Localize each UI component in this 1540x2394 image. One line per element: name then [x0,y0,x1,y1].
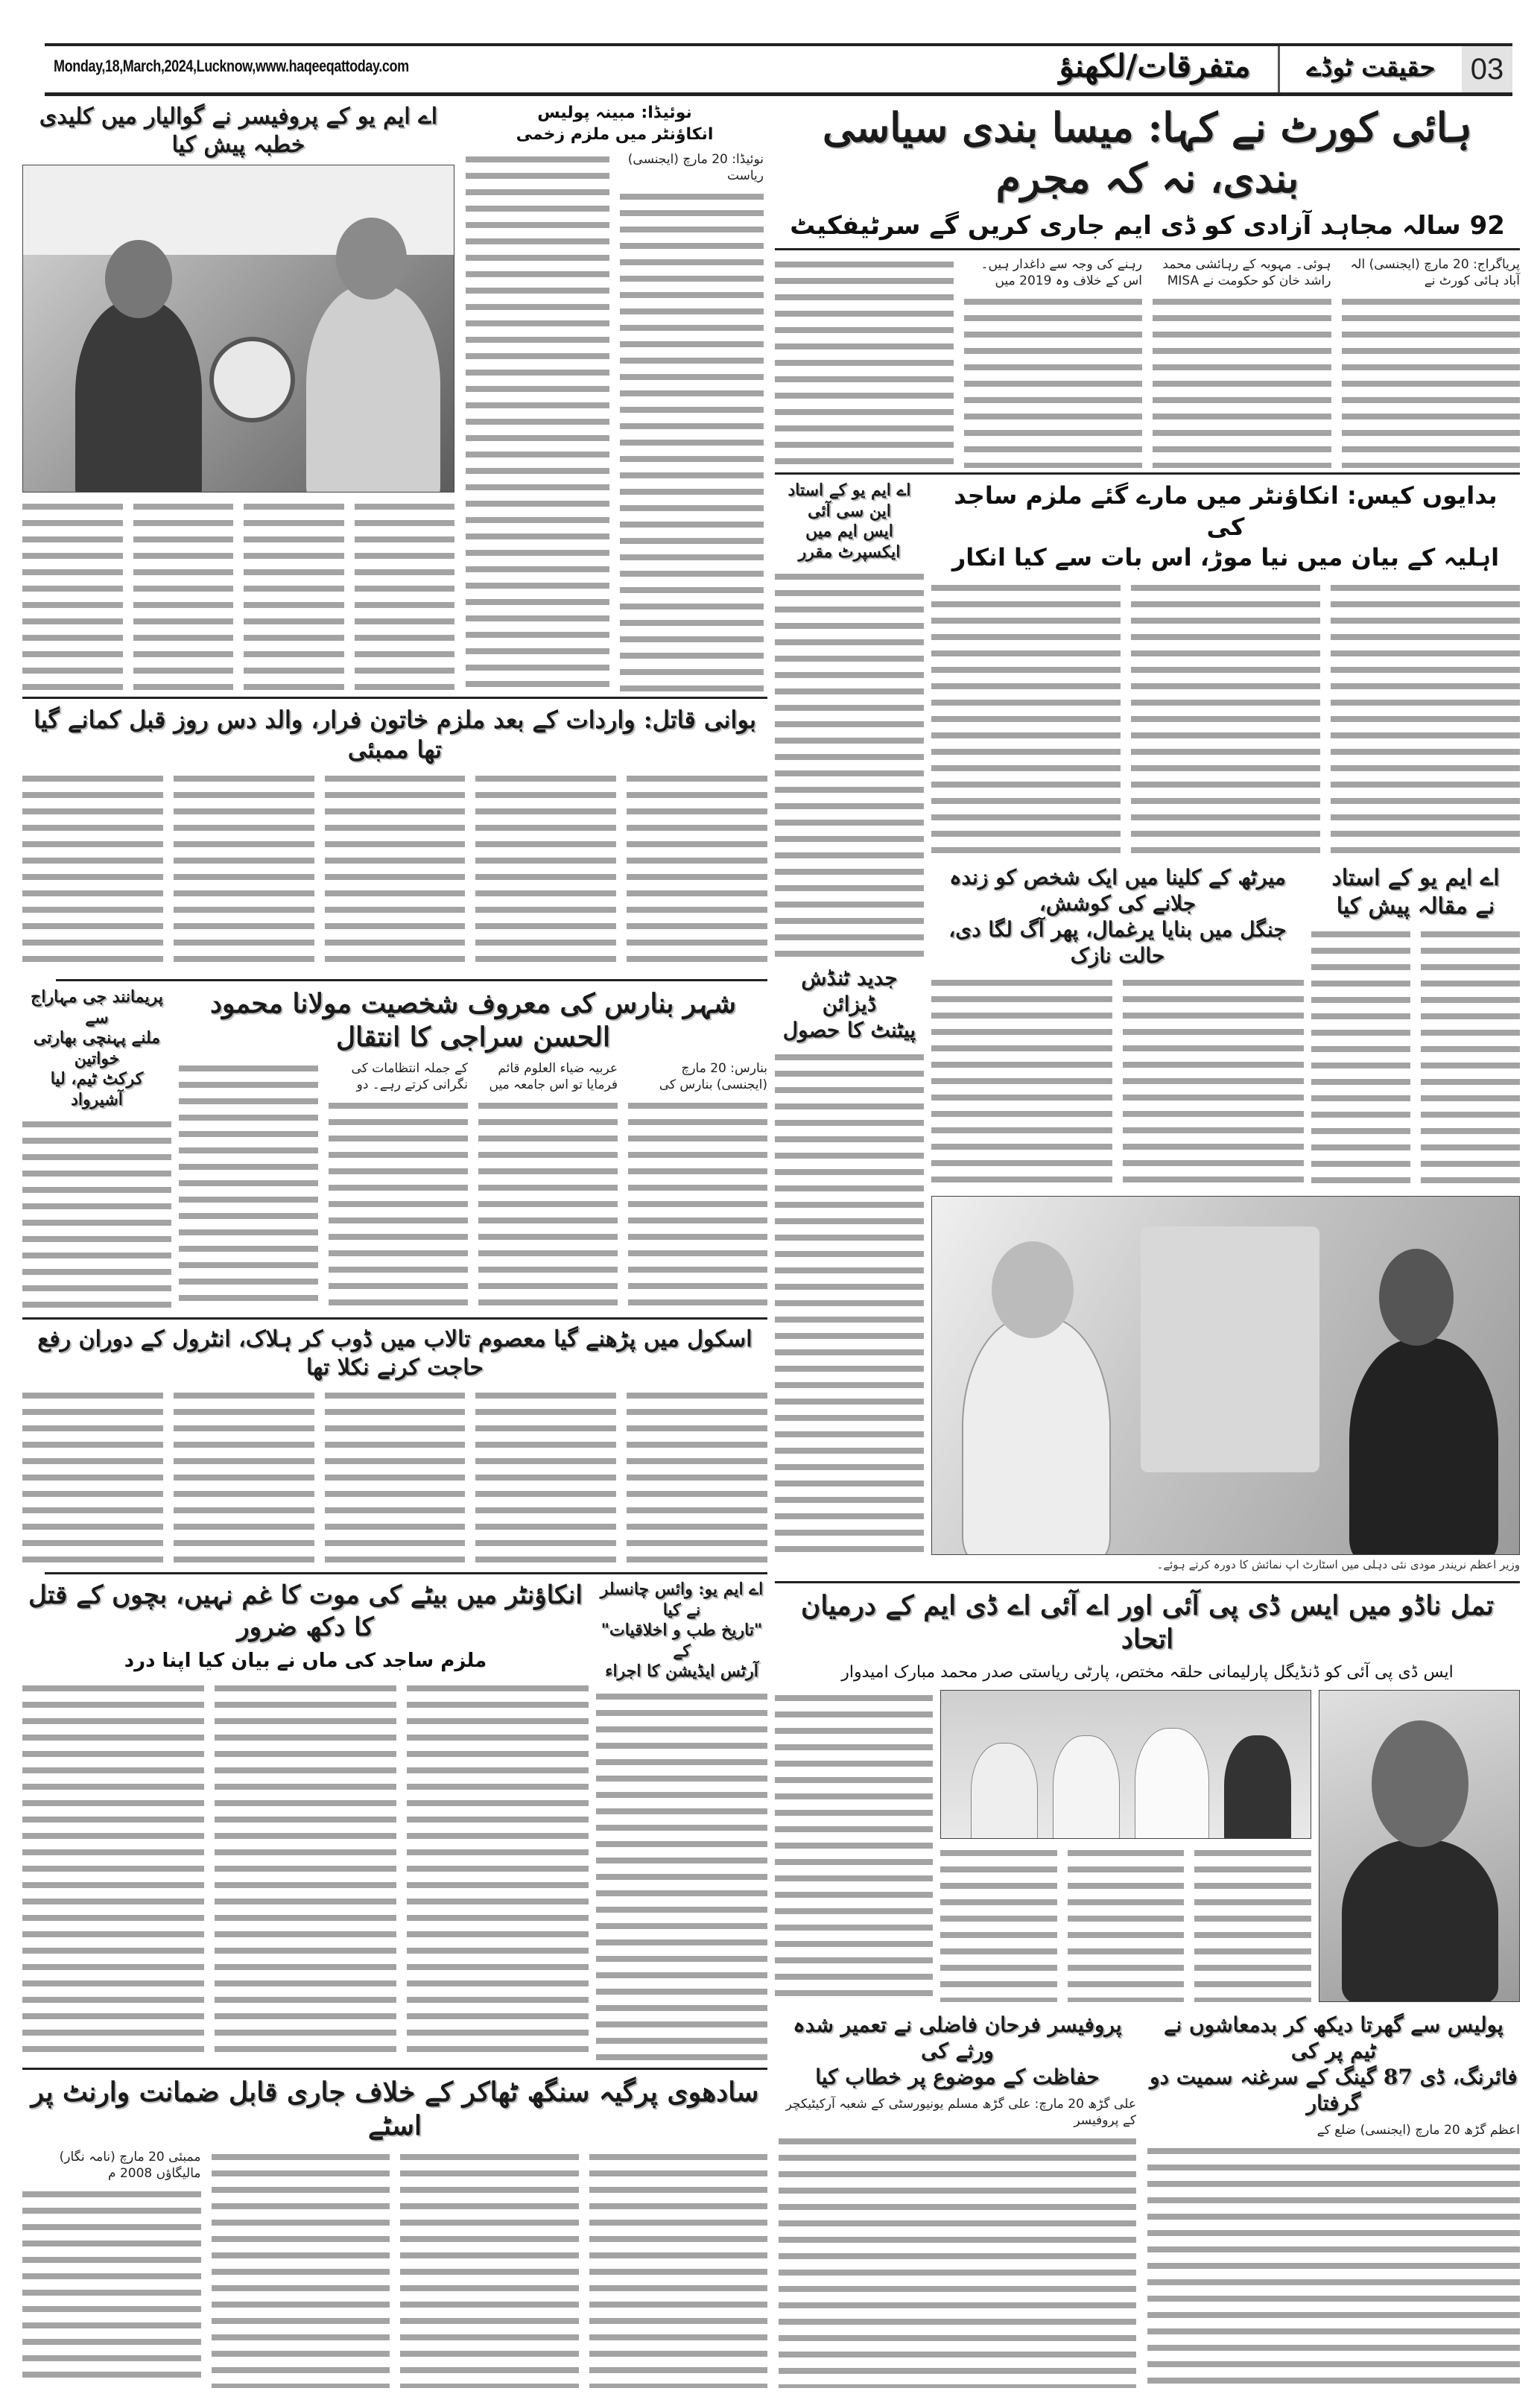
headline-police [1147,2012,1520,2116]
text-column [22,1387,163,1567]
tamil-nadu-content [775,1690,1520,2002]
article-body-school [22,1387,767,1567]
text-column [1147,2122,1520,2388]
text-column [400,2149,579,2388]
article-amu-expert [775,481,924,957]
text-column [1123,975,1304,1188]
person-right [306,285,440,493]
headline-budaun [931,481,1520,574]
newspaper-logo: حقیقت ٹوڈے [1306,53,1436,83]
headline-meerut [931,864,1304,969]
body-text-lines [1123,975,1304,1188]
lead-line: پریاگراج: 20 مارچ (ایجنسی) الہ آباد ہائی کورٹ نے [1350,257,1520,289]
body-text-lines [931,975,1112,1188]
body-text-lines [329,1098,468,1311]
body-text-lines [779,2133,1136,2388]
photo-caption: وزیر اعظم نریندر مودی نئی دہلی میں اسٹارٹ اپ نمائش کا دورہ کرتے ہوئے۔ [1156,1558,1520,1571]
body-text-lines [478,1098,618,1311]
text-column [620,151,764,691]
article-noida [466,103,764,691]
subheadline-encounter-mother: ملزم ساجد کی ماں نے بیان کیا اپنا درد [124,1650,487,1672]
article-body-sadhvi [22,2149,767,2388]
text-column [22,2149,201,2388]
headline-tamil-nadu: تمل ناڈو میں ایس ڈی پی آئی اور اے آئی اے ڈی ایم کے درمیان اتحاد [800,1590,1495,1655]
tamil-nadu-middle [940,1690,1311,2002]
body-text-lines [627,1387,767,1567]
text-column [355,498,455,691]
article-body-amu-vc [596,1688,767,2061]
body-text-lines [964,294,1143,468]
text-column [775,1690,933,2002]
text-column [475,770,616,972]
body-text-lines [400,2149,579,2388]
text-column [1311,926,1410,1188]
subheadline-tamil-nadu: ایس ڈی پی آئی کو ڈنڈیگل پارلیمانی حلقہ مختص، پارٹی ریاستی صدر محمد مبارک امیدوار [841,1663,1454,1682]
subheadline-high-court: 92 سالہ مجاہد آزادی کو ڈی ایم جاری کریں گے سرٹیفکیٹ [790,211,1505,241]
body-text-lines [1068,1845,1185,2002]
page-number: 03 [1462,46,1512,92]
text-column [779,2096,1136,2388]
person-head [1372,1720,1468,1847]
body-text-lines [407,1680,589,2060]
text-column [931,975,1112,1188]
body-text-lines [133,498,234,691]
text-column [775,569,924,957]
text-column [244,498,344,691]
headline-bhawani: بوانی قاتل: واردات کے بعد ملزم خاتون فرار، والد دس روز قبل کمانے گیا تھا ممبئی [34,706,756,764]
text-column [627,770,767,972]
article-school [22,1317,767,1567]
headline-line: آرٹس ایڈیشن کا اجراء [605,1662,758,1681]
text-column [22,498,123,691]
text-column [22,1680,204,2060]
divider [22,697,767,699]
body-text-lines [628,1098,767,1311]
article-body-budaun [931,580,1520,857]
body-text-lines [466,151,609,691]
divider [775,472,1520,475]
person-right-head [1379,1249,1454,1346]
body-text-lines [174,770,314,972]
photo-pm-exhibition [931,1196,1520,1555]
lead-line: ممبئی 20 مارچ (نامہ نگار) مالیگاؤں 2008 م [59,2150,201,2181]
body-text-lines [174,1387,314,1567]
headline-banaras: شہر بنارس کی معروف شخصیت مولانا محمود الحسن سراجی کا انتقال [209,988,737,1053]
headline-premanand [22,987,171,1110]
body-text-lines [22,770,163,972]
header-bottom-rule [45,92,1512,96]
text-column [931,580,1121,857]
lead-line: نوئیڈا: 20 مارچ (ایجنسی) ریاست [627,152,764,184]
text-column [407,1680,589,2060]
text-column [775,1049,924,1561]
article-body-meerut [931,975,1304,1188]
body-text-lines [1421,926,1520,1188]
article-police [1147,2012,1520,2388]
divider [775,1581,1520,1583]
text-column [1131,580,1320,857]
article-body-police [1147,2122,1520,2388]
article-body-high-court [775,256,1520,468]
body-text-lines [1311,926,1410,1188]
dateline: Monday,18,March,2024,Lucknow,www.haqeeqattoday.com [54,57,409,75]
body-text-lines [1194,1845,1311,2002]
text-column [1153,256,1331,468]
text-column [475,1387,616,1567]
article-body-encounter-mother [22,1680,589,2060]
header-divider [1278,46,1280,92]
body-text-lines [596,1688,767,2061]
article-body-amu-expert [775,569,924,957]
lead-line: اعظم گڑھ 20 مارچ (ایجنسی) ضلع کے [1316,2123,1520,2138]
headline-line: نوئیڈا: مبینہ پولیس [537,104,692,122]
text-column [174,770,314,972]
headline-noida [466,103,764,145]
article-banaras [179,987,767,1311]
headline-line: ایس ایم میں ایکسپرٹ مقرر [798,522,901,562]
body-text-lines [931,580,1121,857]
headline-line: انکاؤنٹر میں ملزم زخمی [516,124,714,144]
headline-school: اسکول میں پڑھنے گیا معصوم تالاب میں ڈوب کر ہلاک، انٹرول کے دوران رفع حاجت کرنے نکلا تھا [37,1326,752,1381]
article-amu-paper [1311,864,1520,1188]
headline-patent [775,965,924,1043]
text-column [1068,1845,1185,2002]
headline-line: پریمانند جی مہاراج سے [31,987,163,1027]
body-text-lines [475,770,616,972]
body-text-lines [22,1116,171,1311]
text-column [466,151,609,691]
person-right [1349,1338,1498,1555]
headline-amu-paper [1311,864,1520,920]
person [1053,1735,1120,1839]
photo-alliance-meeting [940,1690,1311,1839]
body-text-lines [22,1387,163,1567]
text-column [325,770,466,972]
article-body-amu-gwalior [22,498,454,691]
body-text-lines [212,2149,390,2388]
lead-line: علی گڑھ 20 مارچ: علی گڑھ مسلم یونیورسٹی کے شعبہ آرکیٹیکچر کے پروفیسر [785,2097,1136,2128]
body-text-lines [1331,580,1520,857]
headline-line: کرکٹ ٹیم، لیا آشیرواد [50,1069,144,1109]
body-text-lines [179,1060,318,1311]
headline-line: اے ایم یو کے استاد [1331,865,1500,891]
body-text-lines [589,2149,768,2388]
article-encounter-mother [22,1580,589,2060]
body-text-lines [775,569,924,957]
headline-line: پیٹنٹ کا حصول [782,1018,916,1042]
headline-sadhvi: سادھوی پرگیہ سنگھ ٹھاکر کے خلاف جاری قابل ضمانت وارنٹ پر اسٹے [31,2077,759,2141]
divider [22,2068,767,2070]
headline-line: اہلیہ کے بیان میں نیا موڑ، اس بات سے کیا انکار [951,543,1500,572]
body-text-lines [620,189,764,691]
headline-line: پروفیسر فرحان فاضلی نے تعمیر شدہ ورثے کی [793,2013,1122,2063]
divider [775,248,1520,250]
article-body-patent [775,1049,924,1561]
person [1224,1735,1291,1839]
article-tamil-nadu [775,1581,1520,2002]
memento-plate [209,337,295,422]
body-text-lines [355,498,455,691]
body-text-lines [22,498,123,691]
article-body-noida [466,151,764,691]
person-left [962,1316,1111,1555]
body-text-lines [215,1680,396,2060]
headline-line: اے ایم یو کے استاد این سی آئی [788,481,911,521]
body-text-lines [775,256,954,468]
headline-line: فائرنگ، ڈی 87 گینگ کے سرغنہ سمیت دو گرفتار [1150,2065,1518,2115]
text-column [325,1387,466,1567]
headline-amu-gwalior: اے ایم یو کے پروفیسر نے گوالیار میں کلیدی خطبہ پیش کیا [39,104,438,158]
headline-farhan [779,2012,1136,2090]
divider [56,979,767,981]
article-patent [775,965,924,1561]
top-rule [45,43,1512,46]
text-column [22,1116,171,1311]
text-column [329,1060,468,1311]
person-right-head [336,218,407,300]
body-text-lines [22,1680,204,2060]
headline-line: "تاریخ طب و اخلاقیات" کے [601,1621,763,1661]
headline-line: اے ایم یو: وائس چانسلر نے کیا [600,1580,764,1620]
text-column [589,2149,768,2388]
text-column [478,1060,618,1311]
body-text-lines [775,1690,933,2002]
headline-line: نے مقالہ پیش کیا [1336,893,1495,919]
body-text-lines [627,770,767,972]
text-column [1194,1845,1311,2002]
text-column [174,1387,314,1567]
lead-line: بنارس: 20 مارچ (ایجنسی) بنارس کی [659,1061,767,1092]
text-column [133,498,234,691]
person [971,1743,1038,1839]
article-meerut [931,864,1304,1188]
lead-line: رہنے کی وجہ سے داغدار ہیں۔ اس کے خلاف وہ 2019 میں [980,257,1142,289]
person-left [75,300,202,493]
body-text-lines [325,770,466,972]
text-column [627,1387,767,1567]
text-column [215,1680,396,2060]
article-body-farhan [779,2096,1136,2388]
body-text-lines [22,2186,201,2388]
headline-line: پولیس سے گھرتا دیکھ کر بدمعاشوں نے ٹیم پر کی [1164,2013,1503,2063]
headline-line: بدایوں کیس: انکاؤنٹر میں مارے گئے ملزم ساجد کی [954,481,1498,541]
article-high-court [775,103,1520,468]
photo-candidate-portrait [1319,1690,1520,2002]
headline-encounter-mother: انکاؤنٹر میں بیٹے کی موت کا غم نہیں، بچوں کے قتل کا دکھ ضرور [28,1580,583,1642]
person-body [1342,1840,1498,2002]
article-budaun [931,481,1520,857]
body-text-lines [1342,294,1521,468]
body-text-lines [325,1387,466,1567]
photo-block [931,1196,1520,1576]
text-column [1421,926,1520,1188]
headline-line: میرٹھ کے کلینا میں ایک شخص کو زندہ جلانے کی کوشش، [949,865,1286,916]
product-display [1141,1226,1319,1472]
text-column [1342,256,1521,468]
article-body-bhawani [22,770,767,972]
text-column [628,1060,767,1311]
lead-line: کے جملہ انتظامات کی نگرانی کرتے رہے۔ دو [351,1061,468,1092]
section-title: متفرقات/لکھنؤ [1059,48,1251,84]
body-text-lines [1153,294,1331,468]
text-column [1331,580,1520,857]
article-farhan [779,2012,1136,2388]
text-column [775,256,954,468]
lead-line: عربیہ ضیاء العلوم قائم فرمایا تو اس جامعہ میں [489,1061,618,1092]
article-amu-gwalior [22,103,454,691]
person [1135,1728,1209,1839]
article-sadhvi [22,2068,767,2388]
body-text-lines [1131,580,1320,857]
text-column [964,256,1143,468]
person-left-head [992,1241,1074,1338]
body-text-lines [244,498,344,691]
article-amu-vc [596,1580,767,2060]
body-text-lines [775,1049,924,1561]
body-text-lines [475,1387,616,1567]
body-text-lines [1147,2143,1520,2388]
article-body-premanand [22,1116,171,1311]
photo-award-ceremony [22,165,454,493]
divider [45,1572,767,1574]
body-text-lines [940,1845,1057,2002]
headline-line: حفاظت کے موضوع پر خطاب کیا [815,2065,1100,2089]
text-column [22,770,163,972]
text-column [940,1845,1057,2002]
headline-line: جدید ٹنڈش ڈیزائن [801,966,898,1016]
divider [22,1317,767,1320]
text-column [596,1688,767,2061]
article-body-amu-paper [1311,926,1520,1188]
article-body-banaras [179,1060,767,1311]
headline-line: ملنے پہنچی بھارتی خواتین [33,1028,161,1068]
article-premanand [22,987,171,1311]
headline-amu-vc [596,1580,767,1682]
lead-line: ہوئی۔ مہوبہ کے رہائشی محمد راشد خان کو حکومت نے MISA [1162,257,1331,289]
text-column [179,1060,318,1311]
text-column [212,2149,390,2388]
person-left-head [105,240,172,318]
headline-high-court: ہائی کورٹ نے کہا: میسا بندی سیاسی بندی، نہ کہ مجرم [823,104,1472,202]
article-body-tamil-nadu-continued [940,1845,1311,2002]
article-body-tamil-nadu [775,1690,933,2002]
headline-line: جنگل میں بنایا یرغمال، پھر آگ لگا دی، حالت نازک [948,917,1287,968]
article-bhawani [22,697,767,972]
headline-amu-expert [775,481,924,563]
